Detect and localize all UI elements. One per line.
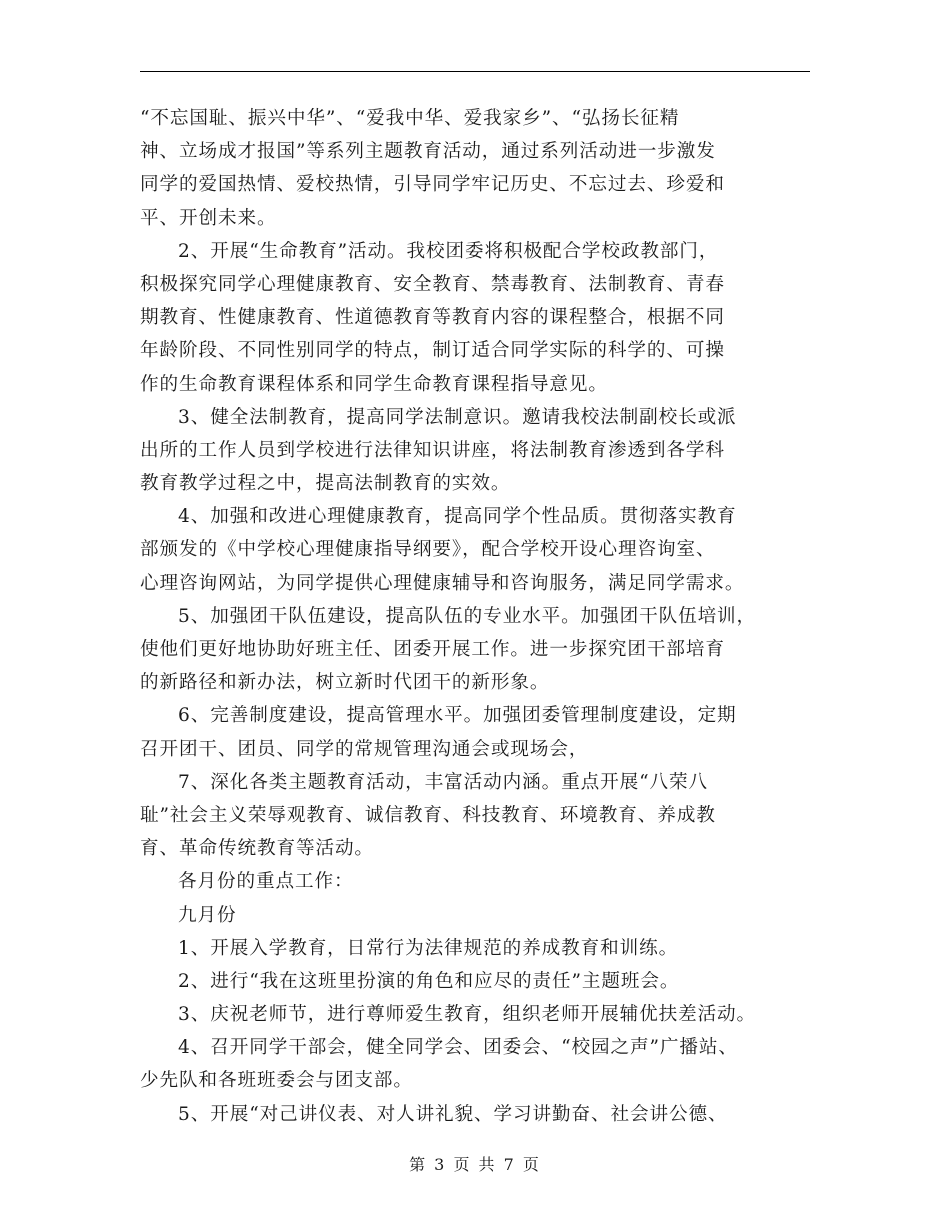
text-line: 耻”社会主义荣辱观教育、诚信教育、科技教育、环境教育、养成教 — [140, 804, 716, 826]
text-line: 心理咨询网站，为同学提供心理健康辅导和咨询服务，满足同学需求。 — [140, 572, 745, 594]
text-line: 少先队和各班班委会与团支部。 — [140, 1070, 413, 1092]
text-line: 同学的爱国热情、爱校热情，引导同学牢记历史、不忘过去、珍爱和 — [140, 174, 725, 196]
document-body — [140, 102, 830, 1131]
text-line: 5、开展“对己讲仪表、对人讲礼貌、学习讲勤奋、社会讲公德、 — [178, 1103, 728, 1125]
text-line: 育、革命传统教育等活动。 — [140, 838, 374, 860]
text-line: 出所的工作人员到学校进行法律知识讲座，将法制教育渗透到各学科 — [140, 439, 725, 461]
text-line: 神、立场成才报国”等系列主题教育活动，通过系列活动进一步激发 — [140, 141, 716, 163]
text-line: 平、开创未来。 — [140, 207, 277, 229]
text-line: 4、召开同学干部会，健全同学会、团委会、“校园之声”广播站、 — [178, 1037, 738, 1059]
text-line: 九月份 — [178, 904, 237, 926]
text-line: 召开团干、团员、同学的常规管理沟通会或现场会， — [140, 738, 589, 760]
text-line: 1、开展入学教育，日常行为法律规范的养成教育和训练。 — [178, 937, 679, 959]
text-line: 使他们更好地协助好班主任、团委开展工作。进一步探究团干部培育 — [140, 639, 725, 660]
text-line: 教育教学过程之中，提高法制教育的实效。 — [140, 473, 511, 495]
text-line: 2、进行“我在这班里扮演的角色和应尽的责任”主题班会。 — [178, 970, 680, 992]
text-line: 作的生命教育课程体系和同学生命教育课程指导意见。 — [140, 373, 608, 395]
text-line: 部颁发的《中学校心理健康指导纲要》，配合学校开设心理咨询室、 — [140, 539, 716, 561]
text-line: 的新路径和新办法，树立新时代团干的新形象。 — [140, 672, 550, 694]
text-line: 3、庆祝老师节，进行尊师爱生教育，组织老师开展辅优扶差活动。 — [178, 1004, 757, 1026]
text-line: 年龄阶段、不同性别同学的特点，制订适合同学实际的科学的、可操 — [140, 340, 725, 362]
text-line: “不忘国耻、振兴中华”、“爱我中华、爱我家乡”、“弘扬长征精 — [140, 108, 680, 129]
text-line: 积极探究同学心理健康教育、安全教育、禁毒教育、法制教育、青春 — [140, 273, 725, 295]
text-line: 4、加强和改进心理健康教育，提高同学个性品质。贯彻落实教育 — [178, 506, 737, 528]
text-line: 2、开展“生命教育”活动。我校团委将积极配合学校政教部门， — [178, 240, 719, 262]
page-footer: 第 3 页 共 7 页 — [409, 1155, 541, 1174]
text-line: 3、健全法制教育，提高同学法制意识。邀请我校法制副校长或派 — [178, 406, 737, 428]
text-line: 7、深化各类主题教育活动，丰富活动内涵。重点开展“八荣八 — [178, 771, 708, 793]
text-line: 各月份的重点工作： — [178, 871, 354, 893]
text-line: 期教育、性健康教育、性道德教育等教育内容的课程整合，根据不同 — [140, 307, 725, 329]
text-line: 6、完善制度建设，提高管理水平。加强团委管理制度建设，定期 — [178, 705, 737, 727]
text-line: 5、加强团干队伍建设，提高队伍的专业水平。加强团干队伍培训， — [178, 605, 757, 627]
header-rule — [140, 71, 810, 72]
